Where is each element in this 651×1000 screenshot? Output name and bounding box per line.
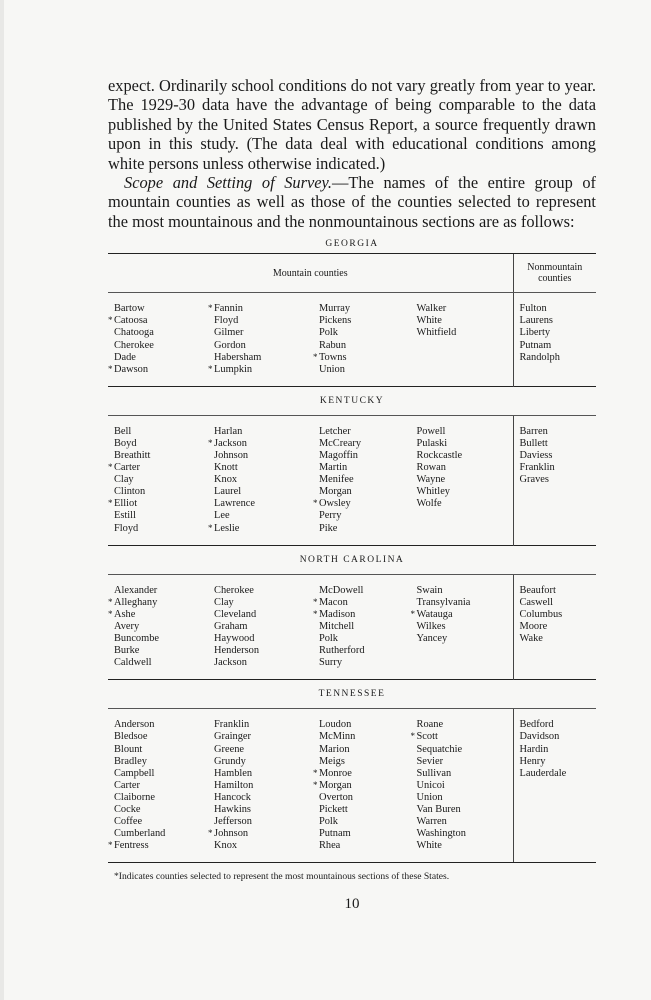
county-name: * Lumpkin	[208, 364, 313, 376]
intro-paragraph: expect. Ordinarily school conditions do not vary greatly from year to year. The 1929-30 data have the advantage of being comparable to the data published by the United States Census Report, a source frequently drawn upon in this study. (The data deal with educational conditions among white persons unless otherwise indicated.)	[108, 76, 596, 173]
county-name: * Macon	[313, 597, 411, 609]
county-name: * Elliot	[108, 498, 208, 510]
county-name: Rowan	[416, 462, 446, 474]
county-name: Randolph	[519, 351, 560, 363]
county-name: Murray	[318, 303, 351, 315]
county-name: Caswell	[519, 596, 553, 608]
county-name: Breathitt	[114, 450, 151, 461]
county-name: Overton	[318, 791, 353, 803]
county-name: Hamilton	[214, 779, 254, 791]
state-row-kentucky	[108, 386, 596, 415]
county-name: Alexander	[114, 584, 158, 596]
county-name: Bledsoe	[114, 731, 148, 743]
county-name: Grainger	[214, 731, 251, 743]
county-name: Bradley	[114, 755, 147, 767]
mountain-counties-header: Mountain counties	[108, 254, 513, 293]
county-name: McCreary	[318, 437, 362, 449]
county-name: Columbus	[519, 608, 563, 620]
county-name: McMinn	[318, 731, 356, 743]
county-row	[108, 709, 596, 863]
county-name: Putnam	[318, 828, 351, 840]
county-name: Wake	[519, 633, 543, 645]
county-name: Sequatchie	[416, 743, 463, 755]
county-name: Franklin	[519, 462, 555, 474]
county-name: Hardin	[519, 743, 549, 755]
nonmountain-header-line2: counties	[538, 273, 572, 285]
county-name: * Ashe	[108, 609, 208, 621]
county-name: Washington	[416, 828, 466, 840]
state-caption-georgia: GEORGIA	[325, 239, 379, 250]
county-name: Pulaski	[416, 437, 448, 449]
county-name: Wilkes	[416, 620, 446, 632]
county-name: Polk	[318, 816, 338, 828]
county-name: Rockcastle	[416, 450, 463, 461]
county-name: * Catoosa	[108, 315, 208, 327]
county-name: Cherokee	[114, 339, 154, 351]
mountain-column	[108, 574, 208, 680]
county-name: Jefferson	[214, 816, 252, 828]
county-name: Meigs	[318, 755, 345, 767]
county-name: Burke	[114, 645, 140, 657]
page-number: 10	[344, 896, 360, 913]
county-name: Gilmer	[214, 327, 244, 339]
county-name: Daviess	[519, 450, 553, 461]
county-name: Swain	[416, 584, 443, 596]
county-name: * Johnson	[208, 828, 313, 840]
county-row	[108, 574, 596, 680]
county-name: Fulton	[519, 303, 547, 315]
county-name: Cocke	[114, 803, 141, 815]
county-name: Hancock	[214, 791, 251, 803]
county-name: Carter	[114, 779, 140, 791]
county-name: Franklin	[214, 719, 250, 731]
county-name: Graham	[214, 620, 248, 632]
county-name: Marion	[318, 743, 350, 755]
county-name: Rutherford	[318, 645, 365, 657]
county-name: Perry	[318, 510, 342, 522]
mountain-column	[313, 415, 411, 545]
mountain-column	[208, 574, 313, 680]
county-name: Buncombe	[114, 633, 160, 645]
county-name: Menifee	[318, 474, 354, 486]
county-name: Barren	[519, 425, 548, 437]
county-name: Magoffin	[318, 450, 358, 461]
county-name: Transylvania	[416, 596, 471, 608]
county-name: Powell	[416, 425, 446, 437]
nonmountain-column	[513, 709, 596, 863]
county-name: Clay	[214, 596, 234, 608]
county-name: Davidson	[519, 731, 560, 743]
county-name: Walker	[416, 303, 447, 315]
county-name: Union	[318, 363, 345, 375]
county-name: Dade	[114, 351, 136, 363]
county-name: Knox	[214, 474, 238, 486]
county-name: White	[416, 315, 442, 327]
mountain-column	[411, 415, 513, 545]
county-name: Bedford	[519, 719, 554, 731]
county-name: Moore	[519, 620, 548, 632]
county-name: Knox	[214, 840, 238, 852]
county-name: * Jackson	[208, 438, 313, 450]
county-name: Bell	[114, 425, 132, 437]
mountain-column	[208, 293, 313, 387]
county-name: Avery	[114, 620, 140, 632]
county-name: * Carter	[108, 462, 208, 474]
county-name: Surry	[318, 657, 343, 669]
county-row	[108, 415, 596, 545]
county-name: Martin	[318, 462, 348, 474]
scope-heading: Scope and Setting of Survey.	[124, 173, 333, 193]
county-name: Clay	[114, 474, 134, 486]
county-name: Warren	[416, 816, 447, 828]
county-name: Beaufort	[519, 584, 556, 596]
mountain-column	[411, 709, 513, 863]
county-name: Van Buren	[416, 803, 461, 815]
county-name: Lee	[214, 510, 230, 522]
mountain-column	[108, 709, 208, 863]
mountain-column	[108, 293, 208, 387]
county-name: * Watauga	[411, 609, 513, 621]
county-name: * Fannin	[208, 303, 313, 315]
county-name: Coffee	[114, 816, 143, 828]
county-name: Polk	[318, 327, 338, 339]
county-name: Henderson	[214, 645, 260, 657]
county-name: Cleveland	[214, 608, 257, 620]
county-name: Union	[416, 791, 443, 803]
county-name: Anderson	[114, 719, 155, 731]
county-name: Polk	[318, 633, 338, 645]
county-name: Floyd	[214, 315, 239, 327]
county-name: Boyd	[114, 437, 137, 449]
county-name: Haywood	[214, 633, 255, 645]
page-edge-shadow	[0, 0, 4, 1000]
county-name: Estill	[114, 510, 136, 522]
nonmountain-column	[513, 415, 596, 545]
county-name: Rabun	[318, 339, 347, 351]
county-name: Laurens	[519, 315, 553, 327]
county-name: Wolfe	[416, 498, 442, 510]
county-name: Floyd	[114, 522, 139, 534]
county-name: Sevier	[416, 755, 444, 767]
county-name: Pickens	[318, 315, 352, 327]
county-name: Whitfield	[416, 327, 457, 339]
county-name: Letcher	[318, 425, 351, 437]
county-name: * Fentress	[108, 840, 208, 852]
state-name: KENTUCKY	[108, 386, 596, 415]
county-name: Sullivan	[416, 767, 452, 779]
county-name: Caldwell	[114, 657, 152, 669]
state-name: NORTH CAROLINA	[108, 545, 596, 574]
county-name: Wayne	[416, 474, 446, 486]
county-name: * Monroe	[313, 768, 411, 780]
county-name: * Scott	[411, 731, 513, 743]
counties-table	[108, 253, 596, 862]
header-row	[108, 254, 596, 293]
mountain-column	[208, 415, 313, 545]
county-name: Greene	[214, 743, 245, 755]
county-name: * Leslie	[208, 523, 313, 535]
county-name: Liberty	[519, 327, 551, 339]
county-name: Chatooga	[114, 327, 154, 339]
county-name: Mitchell	[318, 620, 355, 632]
mountain-column	[411, 574, 513, 680]
county-name: Claiborne	[114, 791, 155, 803]
county-name: Graves	[519, 474, 549, 486]
county-name: * Owsley	[313, 498, 411, 510]
mountain-column	[108, 415, 208, 545]
county-name: Whitley	[416, 486, 451, 498]
county-name: * Dawson	[108, 364, 208, 376]
county-name: Gordon	[214, 339, 246, 351]
nonmountain-column	[513, 574, 596, 680]
county-name: Blount	[114, 743, 143, 755]
county-name: Bartow	[114, 303, 145, 315]
county-name: Cherokee	[214, 584, 254, 596]
county-name: Knott	[214, 462, 238, 474]
county-name: Putnam	[519, 339, 552, 351]
mountain-column	[313, 709, 411, 863]
county-name: Rhea	[318, 840, 341, 852]
document-page	[108, 76, 596, 913]
mountain-column	[313, 574, 411, 680]
county-name: Bullett	[519, 437, 548, 449]
county-name: Yancey	[416, 633, 448, 645]
county-name: McDowell	[318, 584, 364, 596]
county-name: Morgan	[318, 486, 352, 498]
county-name: Grundy	[214, 755, 246, 767]
mountain-column	[208, 709, 313, 863]
county-name: Loudon	[318, 719, 352, 731]
county-name: * Alleghany	[108, 597, 208, 609]
county-name: Unicoi	[416, 779, 445, 791]
nonmountain-counties-header	[513, 254, 596, 293]
nonmountain-column	[513, 293, 596, 387]
county-name: Hawkins	[214, 803, 251, 815]
scope-paragraph	[108, 173, 596, 231]
mountain-column	[411, 293, 513, 387]
county-name: White	[416, 840, 442, 852]
county-name: Cumberland	[114, 828, 166, 840]
state-row-tennessee	[108, 680, 596, 709]
state-row-north-carolina	[108, 545, 596, 574]
county-name: Jackson	[214, 657, 247, 669]
scope-text: —The names of the entire group of mountain counties as well as those of the counties selected to represent the most mountainous and the nonmountainous sections are as follows:	[108, 173, 596, 231]
county-name: Laurel	[214, 486, 242, 498]
county-name: Habersham	[214, 351, 262, 363]
county-name: Pickett	[318, 803, 348, 815]
county-name: Campbell	[114, 767, 155, 779]
county-name: * Towns	[313, 352, 411, 364]
county-name: Johnson	[214, 450, 249, 461]
state-name: TENNESSEE	[108, 680, 596, 709]
table-body	[108, 293, 596, 863]
footnote: *Indicates counties selected to represent the most mountainous sections of these States.	[114, 871, 450, 883]
county-name: * Madison	[313, 609, 411, 621]
nonmountain-header-line1: Nonmountain	[527, 262, 583, 274]
county-name: Hamblen	[214, 767, 253, 779]
table-bottom-rule	[108, 862, 596, 863]
county-row	[108, 293, 596, 387]
county-name: Lauderdale	[519, 767, 567, 779]
county-name: Pike	[318, 522, 338, 534]
county-name: * Morgan	[313, 780, 411, 792]
county-name: Lawrence	[214, 498, 255, 510]
county-name: Henry	[519, 755, 546, 767]
county-name: Roane	[416, 719, 444, 731]
county-name: Harlan	[214, 425, 243, 437]
mountain-column	[313, 293, 411, 387]
county-name: Clinton	[114, 486, 146, 498]
